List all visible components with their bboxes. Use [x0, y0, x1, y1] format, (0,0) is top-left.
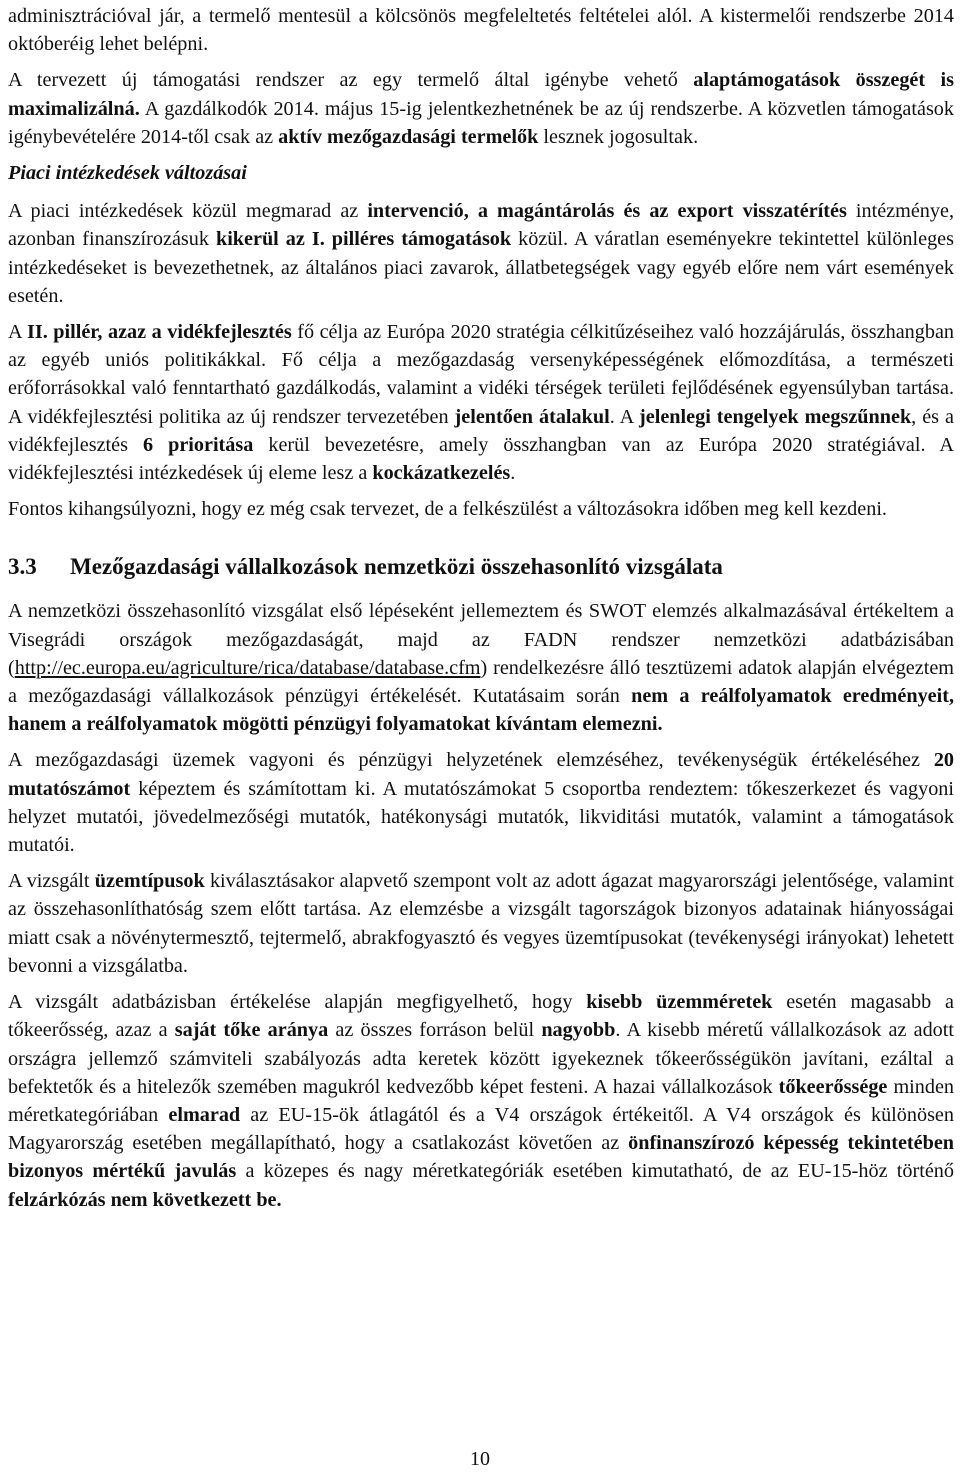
bold-text: kikerül az I. pilléres támogatások: [215, 228, 512, 251]
bold-text: kockázatkezelés: [372, 462, 511, 485]
bold-text: felzárkózás nem következett be.: [8, 1188, 282, 1211]
paragraph: [8, 66, 954, 151]
bold-text: jelentően átalakul: [454, 405, 610, 428]
text-run: A piaci intézkedések közül megmarad az: [8, 200, 368, 223]
text-run: ) rendelkezésre álló tesztüzemi adatok alapján elvégeztem a mezőgazdasági vállalkozások pénzügyi értékelését. Kutatásaim során: [8, 656, 954, 708]
text-run: az EU-15-ök átlagától és a V4 országok értékeitől. A V4 országok és különösen Magyarország esetében megállapítható, hogy a csatlakozást követően az: [8, 1103, 954, 1155]
text-run: adminisztrációval jár, a termelő mentesül a kölcsönös megfeleltetés feltételei alól. A kistermelői rendszerbe 2014 októberéig lehet belépni.: [8, 5, 954, 56]
text-run: .: [510, 462, 516, 485]
text-run: A gazdálkodók 2014. május 15-ig jelentkezhetnének be az új rendszerbe. A közvetlen támogatások igénybevételére 2014-től csak az: [8, 97, 954, 148]
text-run: . A kisebb méretű vállalkozások az adott országra jellemző számviteli szabályozás adta keretek között igyekeznek tőkeerősségükön javítani, ezáltal a befektetők és a hitelezők szemében magukról kedvezőbb képet festeni. A hazai vállalkozások: [8, 1019, 954, 1098]
text-run: kiválasztásakor alapvető szempont volt az adott ágazat magyarországi jelentősége, valamint az összehasonlíthatóság szem előtt tartása. Az elemzésbe a vizsgált tagországok bizonyos adatainak hiányosságai miatt csak a növénytermesztő, tejtermelő, abrakfogyasztó és vegyes üzemtípusokat (tevékenységi irányokat) lehetett bevonni a vizsgálatba.: [8, 870, 954, 977]
paragraph: [8, 988, 954, 1214]
section-paragraphs: [8, 597, 954, 1213]
text-run: minden méretkategóriában: [8, 1075, 954, 1126]
bold-text: elmarad: [168, 1103, 241, 1126]
paragraph: [8, 2, 954, 58]
bold-text: 6 prioritása: [142, 433, 254, 456]
bold-text: jelenlegi tengelyek megszűnnek: [639, 405, 912, 428]
market-measures-subheading: Piaci intézkedések változásai: [8, 162, 247, 185]
paragraph: [8, 197, 954, 310]
market-paragraphs: [8, 197, 954, 523]
text-run: lesznek jogosultak.: [538, 125, 699, 148]
text-run: A tervezett új támogatási rendszer az egy termelő által igénybe vehető: [8, 69, 694, 92]
intro-paragraphs: [8, 2, 954, 151]
text-run: A nemzetközi összehasonlító vizsgálat első lépéseként jellemeztem és SWOT elemzés alkalmazásával értékeltem a Visegrádi országok mezőgazdaságát, majd az FADN rendszer nemzetközi adatbázisában (: [8, 600, 954, 679]
text-run: . A: [609, 405, 640, 428]
text-run: közül. A váratlan eseményekre tekintettel különleges intézkedéseket is bevezethetnek, az általános piaci zavarok, állatbetegségek vagy egyéb előre nem várt események esetén.: [8, 228, 954, 307]
text-run: A vizsgált adatbázisban értékelése alapján megfigyelhető, hogy: [8, 991, 587, 1014]
text-run: esetén magasabb a tőkeerősség, azaz a: [8, 991, 954, 1042]
paragraph: [8, 318, 954, 487]
bold-text: üzemtípusok: [94, 870, 205, 893]
bold-text: nem a reálfolyamatok eredményeit, hanem a reálfolyamatok mögötti pénzügyi folyamatokat kívántam elemezni.: [8, 685, 954, 736]
bold-text: 20 mutatószámot: [8, 749, 954, 800]
section-number: 3.3: [8, 554, 37, 580]
section-heading: [8, 551, 954, 583]
text-run: Fontos kihangsúlyozni, hogy ez még csak tervezet, de a felkészülést a változásokra időben meg kell kezdeni.: [8, 498, 887, 521]
bold-text: aktív mezőgazdasági termelők: [278, 125, 539, 148]
text-run: A vizsgált: [8, 870, 95, 893]
bold-text: önfinanszírozó képesség tekintetében bizonyos mértékű javulás: [8, 1132, 955, 1183]
text-run: képeztem és számítottam ki. A mutatószámokat 5 csoportba rendeztem: tőkeszerkezet és vagyoni helyzet mutatói, jövedelmezőségi mutatók, hatékonysági mutatók, likviditási mutatók, valamint a támogatások mutatói.: [8, 777, 954, 857]
text-run: , és a vidékfejlesztés: [8, 405, 954, 456]
bold-text: alaptámogatások összegét is maximalizálná.: [8, 69, 954, 120]
text-run: A mezőgazdasági üzemek vagyoni és pénzügyi helyzetének elemzéséhez, tevékenységük értékeléséhez: [8, 749, 934, 772]
bold-text: kisebb üzemméretek: [586, 991, 773, 1014]
paragraph: [8, 597, 954, 738]
text-run: az összes forráson belül: [328, 1019, 542, 1042]
page-number: 10: [470, 1448, 490, 1470]
bold-text: saját tőke aránya: [174, 1019, 329, 1042]
paragraph: [8, 746, 954, 859]
page-content: [8, 0, 954, 1222]
text-run: intézménye, azonban finanszírozásuk: [8, 200, 954, 251]
text-run: a közepes és nagy méretkategóriák esetében kimutatható, de az EU-15-höz történő: [236, 1160, 954, 1183]
bold-text: intervenció, a magántárolás és az export visszatérítés: [367, 200, 847, 223]
paragraph: [8, 867, 954, 980]
url-link[interactable]: http://ec.europa.eu/agriculture/rica/database/database.cfm: [14, 656, 481, 679]
text-run: A: [8, 321, 27, 344]
section-title: Mezőgazdasági vállalkozások nemzetközi összehasonlító vizsgálata: [70, 554, 723, 580]
bold-text: nagyobb: [541, 1019, 616, 1042]
text-run: kerül bevezetésre, amely összhangban van az Európa 2020 stratégiával. A vidékfejlesztési intézkedések új eleme lesz a: [8, 433, 954, 485]
bold-text: II. pillér, azaz a vidékfejlesztés: [27, 321, 292, 344]
paragraph: [8, 495, 954, 523]
bold-text: tőkeerőssége: [778, 1075, 888, 1098]
text-run: fő célja az Európa 2020 stratégia célkitűzéseihez való hozzájárulás, összhangban az egyéb uniós politikákkal. Fő célja a mezőgazdaság versenyképességének előmozdítása, a természeti erőforrásokkal való fenntartható gazdálkodás, valamint a vidéki térségek területi fejlődésének egyensúlyban tartása. A vidékfejlesztési politika az új rendszer tervezetében: [8, 321, 955, 428]
